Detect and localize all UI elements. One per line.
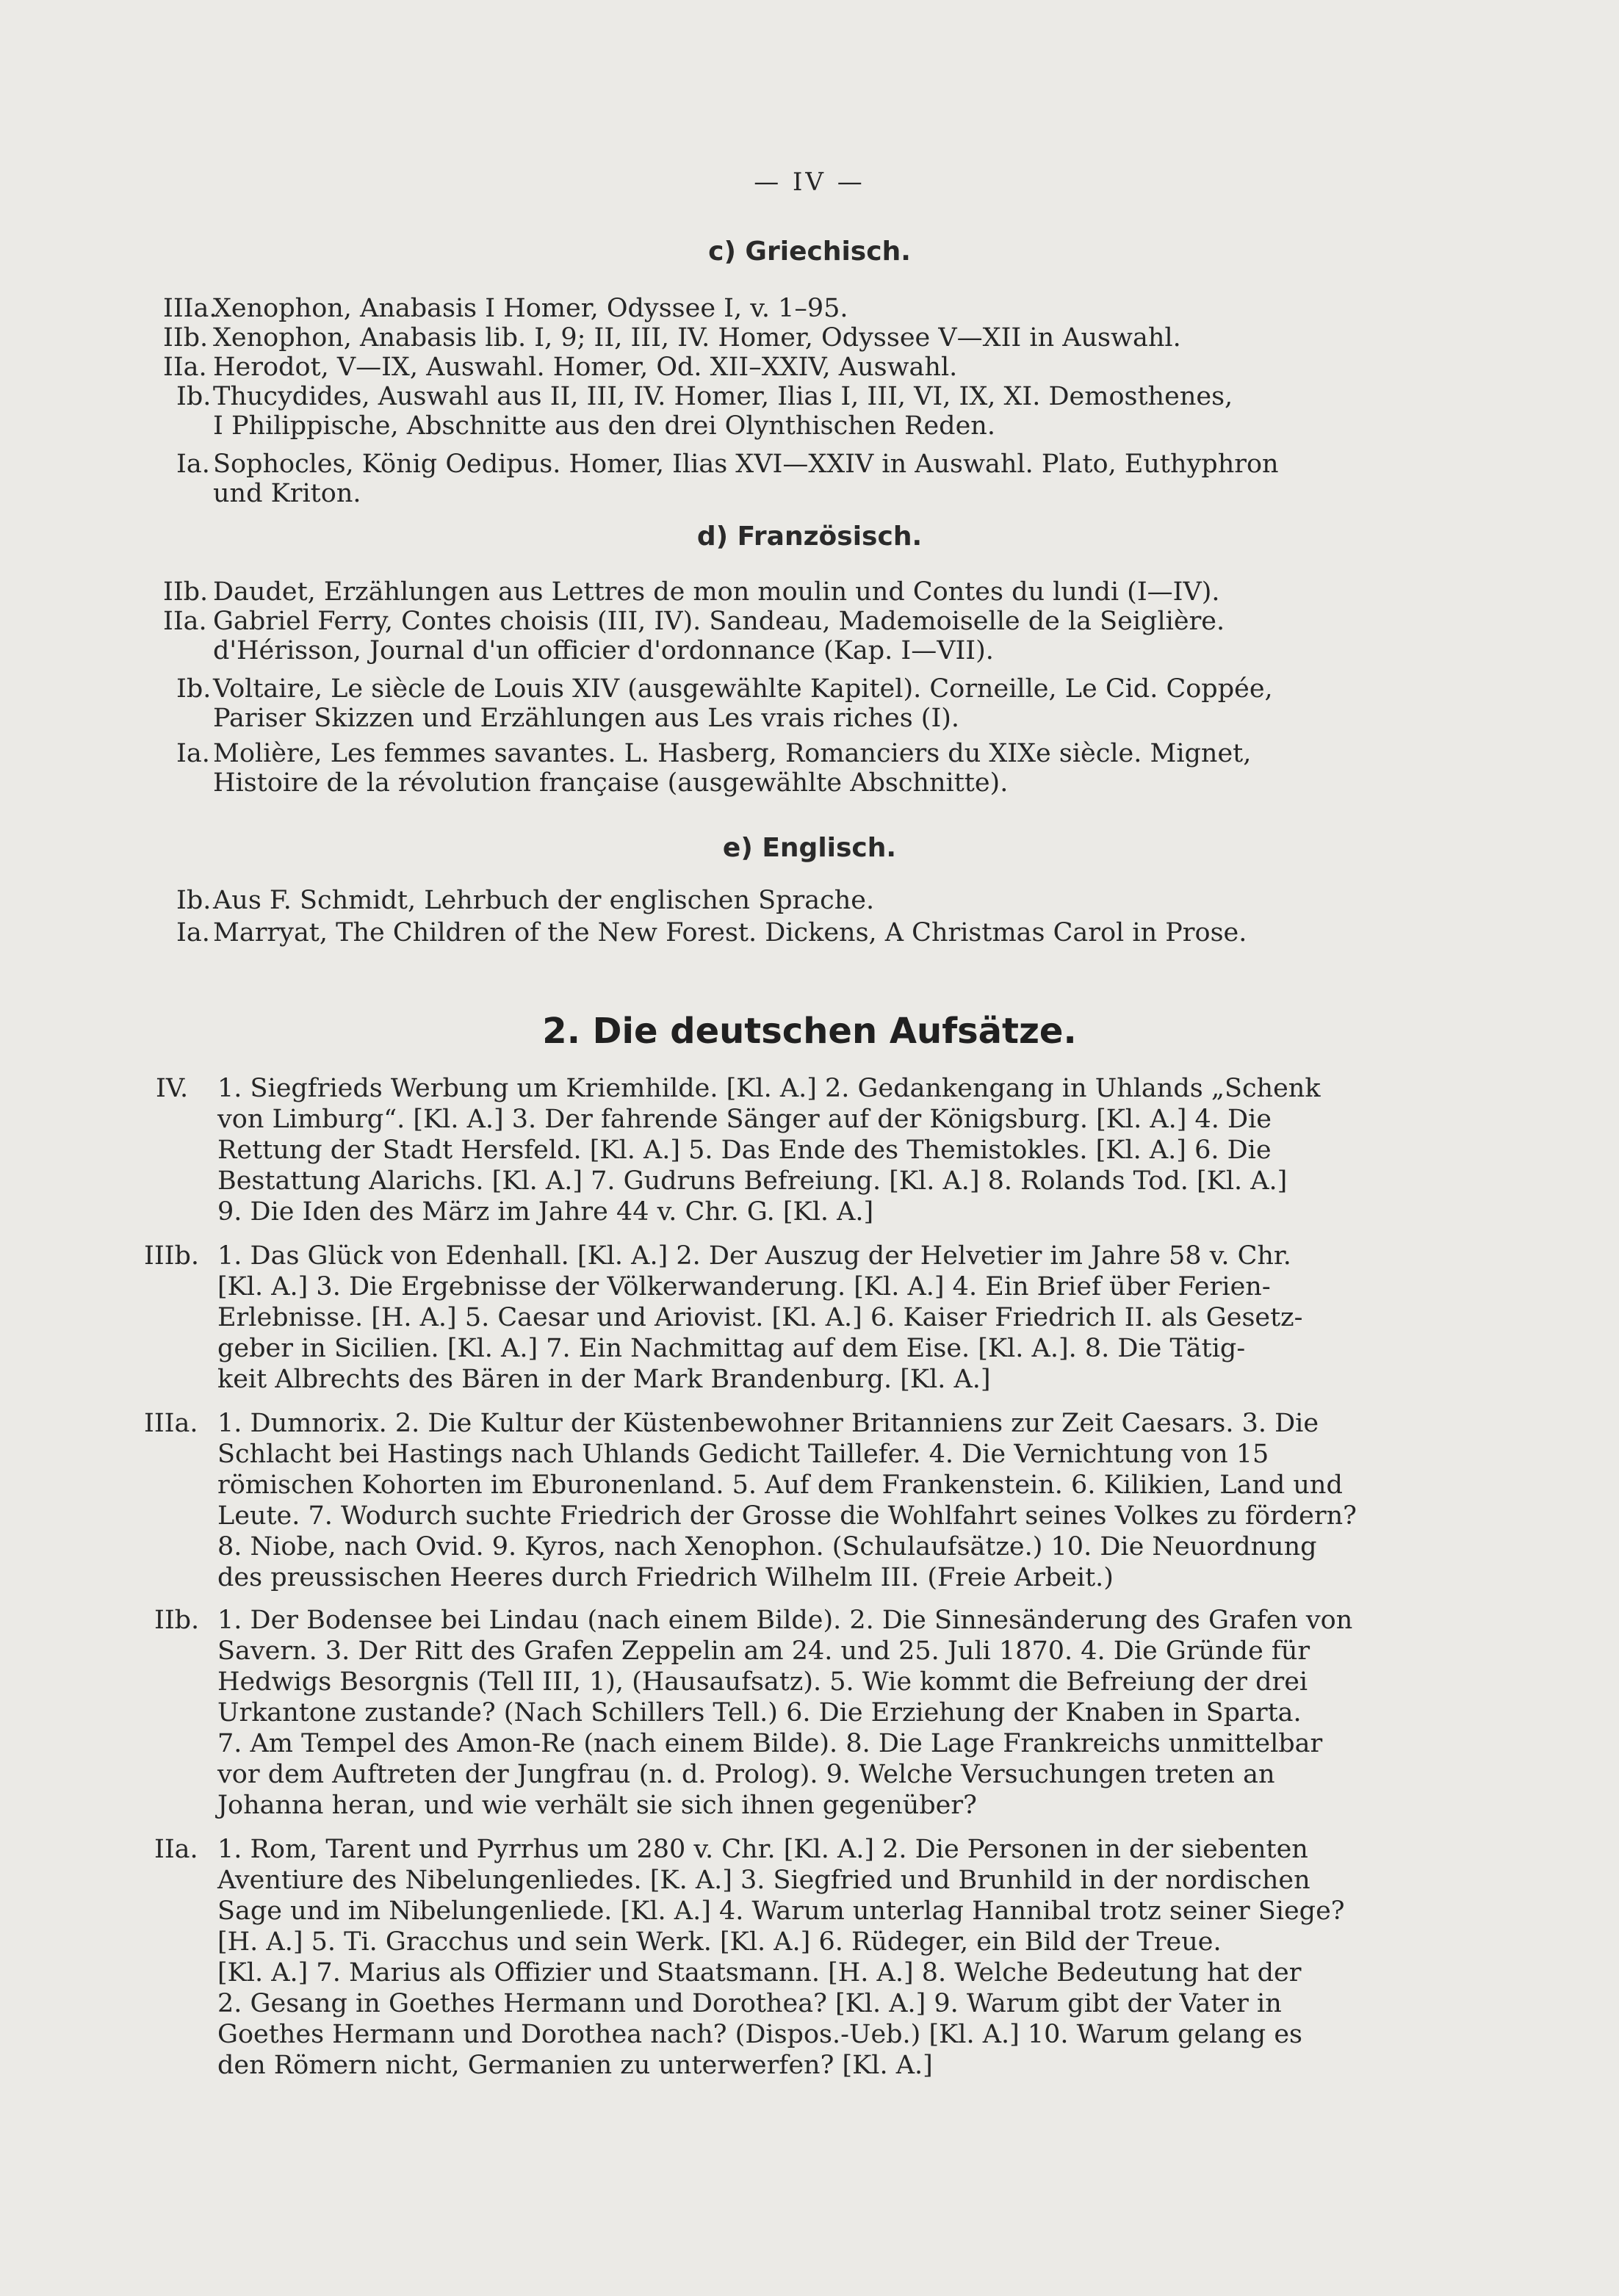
row-text: 7. Am Tempel des Amon-Re (nach einem Bilde). 8. Die Lage Frankreichs unmittelbar (217, 1729, 1323, 1758)
row-label: IIa. (163, 607, 207, 636)
row-label: Ib. (176, 382, 212, 411)
row-text: Herodot, V—IX, Auswahl. Homer, Od. XII–XXIV, Auswahl. (213, 353, 958, 382)
heading-french: d) Französisch. (696, 521, 923, 552)
row-text: Sage und im Nibelungenliede. [Kl. A.] 4. Warum unterlag Hannibal trotz seiner Siege? (217, 1896, 1345, 1926)
row-text: von Limburg“. [Kl. A.] 3. Der fahrende Sänger auf der Königsburg. [Kl. A.] 4. Die (217, 1105, 1272, 1134)
row-text: d'Hérisson, Journal d'un officier d'ordonnance (Kap. I—VII). (213, 636, 994, 665)
row-text: des preussischen Heeres durch Friedrich Wilhelm III. (Freie Arbeit.) (217, 1563, 1114, 1592)
row-text: [Kl. A.] 7. Marius als Offizier und Staatsmann. [H. A.] 8. Welche Bedeutung hat der (217, 1958, 1302, 1988)
row-text: Marryat, The Children of the New Forest. Dickens, A Christmas Carol in Prose. (213, 918, 1247, 947)
row-text: Aventiure des Nibelungenliedes. [K. A.] 3. Siegfried und Brunhild in der nordischen (217, 1866, 1310, 1895)
row-label: IIa. (163, 353, 207, 382)
row-text: keit Albrechts des Bären in der Mark Brandenburg. [Kl. A.] (217, 1365, 991, 1394)
heading-english: e) Englisch. (722, 833, 897, 863)
row-text: Johanna heran, und wie verhält sie sich ihnen gegenüber? (217, 1791, 977, 1820)
row-text: I Philippische, Abschnitte aus den drei Olynthischen Reden. (213, 411, 995, 441)
row-text: Histoire de la révolution française (ausgewählte Abschnitte). (213, 768, 1009, 798)
row-text: Hedwigs Besorgnis (Tell III, 1), (Hausaufsatz). 5. Wie kommt die Befreiung der drei (217, 1667, 1308, 1697)
row-label: Ib. (176, 674, 212, 704)
row-label: Ia. (176, 739, 210, 768)
row-text: 1. Das Glück von Edenhall. [Kl. A.] 2. Der Auszug der Helvetier im Jahre 58 v. Chr. (217, 1241, 1291, 1271)
row-text: den Römern nicht, Germanien zu unterwerfen? [Kl. A.] (217, 2051, 933, 2080)
row-text: 8. Niobe, nach Ovid. 9. Kyros, nach Xenophon. (Schulaufsätze.) 10. Die Neuordnung (217, 1532, 1317, 1562)
page-number: — IV — (754, 167, 865, 197)
row-text: 1. Der Bodensee bei Lindau (nach einem Bilde). 2. Die Sinnesänderung des Grafen von (217, 1606, 1353, 1635)
row-text: Schlacht bei Hastings nach Uhlands Gedicht Taillefer. 4. Die Vernichtung von 15 (217, 1440, 1269, 1469)
row-text: 1. Dumnorix. 2. Die Kultur der Küstenbewohner Britanniens zur Zeit Caesars. 3. Die (217, 1409, 1319, 1438)
row-label: Ia. (176, 918, 210, 947)
heading-essays: 2. Die deutschen Aufsätze. (542, 1011, 1077, 1052)
row-text: [H. A.] 5. Ti. Gracchus und sein Werk. [Kl. A.] 6. Rüdeger, ein Bild der Treue. (217, 1927, 1222, 1957)
row-text: Savern. 3. Der Ritt des Grafen Zeppelin am 24. und 25. Juli 1870. 4. Die Gründe für (217, 1636, 1310, 1666)
row-label: IIIa. (144, 1409, 198, 1438)
row-text: Gabriel Ferry, Contes choisis (III, IV). Sandeau, Mademoiselle de la Seiglière. (213, 607, 1225, 636)
heading-greek: c) Griechisch. (708, 237, 911, 267)
row-text: Xenophon, Anabasis I Homer, Odyssee I, v. 1–95. (213, 294, 848, 323)
row-text: Sophocles, König Oedipus. Homer, Ilias XVI—XXIV in Auswahl. Plato, Euthyphron (213, 450, 1279, 479)
row-text: Molière, Les femmes savantes. L. Hasberg, Romanciers du XIXe siècle. Mignet, (213, 739, 1252, 768)
row-label: IV. (156, 1074, 189, 1103)
row-text: Thucydides, Auswahl aus II, III, IV. Homer, Ilias I, III, VI, IX, XI. Demosthenes, (213, 382, 1233, 411)
row-text: 1. Siegfrieds Werbung um Kriemhilde. [Kl. A.] 2. Gedankengang in Uhlands „Schenk (217, 1074, 1321, 1103)
row-label: IIa. (154, 1835, 198, 1864)
row-text: Rettung der Stadt Hersfeld. [Kl. A.] 5. Das Ende des Themistokles. [Kl. A.] 6. Die (217, 1136, 1272, 1165)
row-text: Erlebnisse. [H. A.] 5. Caesar und Ariovist. [Kl. A.] 6. Kaiser Friedrich II. als Gesetz- (217, 1303, 1303, 1332)
row-label: Ib. (176, 886, 212, 915)
row-text: Pariser Skizzen und Erzählungen aus Les vrais riches (I). (213, 704, 960, 733)
row-text: Bestattung Alarichs. [Kl. A.] 7. Gudruns Befreiung. [Kl. A.] 8. Rolands Tod. [Kl. A.] (217, 1166, 1288, 1196)
row-text: Urkantone zustande? (Nach Schillers Tell.) 6. Die Erziehung der Knaben in Sparta. (217, 1698, 1302, 1728)
row-text: 2. Gesang in Goethes Hermann und Dorothea? [Kl. A.] 9. Warum gibt der Vater in (217, 1989, 1282, 2018)
row-text: Goethes Hermann und Dorothea nach? (Dispos.-Ueb.) [Kl. A.] 10. Warum gelang es (217, 2020, 1302, 2049)
row-text: Voltaire, Le siècle de Louis XIV (ausgewählte Kapitel). Corneille, Le Cid. Coppée, (213, 674, 1273, 704)
row-text: Aus F. Schmidt, Lehrbuch der englischen Sprache. (213, 886, 875, 915)
row-label: IIb. (154, 1606, 200, 1635)
row-text: Daudet, Erzählungen aus Lettres de mon moulin und Contes du lundi (I—IV). (213, 577, 1220, 607)
row-label: IIb. (163, 577, 209, 607)
row-text: geber in Sicilien. [Kl. A.] 7. Ein Nachmittag auf dem Eise. [Kl. A.]. 8. Die Tätig- (217, 1334, 1246, 1363)
row-text: 9. Die Iden des März im Jahre 44 v. Chr. G. [Kl. A.] (217, 1197, 874, 1227)
row-label: IIb. (163, 323, 209, 353)
row-label: IIIb. (144, 1241, 200, 1271)
row-text: Leute. 7. Wodurch suchte Friedrich der Grosse die Wohlfahrt seines Volkes zu fördern? (217, 1501, 1357, 1531)
row-label: IIIa. (163, 294, 217, 323)
row-label: Ia. (176, 450, 210, 479)
row-text: und Kriton. (213, 479, 361, 508)
row-text: 1. Rom, Tarent und Pyrrhus um 280 v. Chr. [Kl. A.] 2. Die Personen in der siebenten (217, 1835, 1308, 1864)
row-text: vor dem Auftreten der Jungfrau (n. d. Prolog). 9. Welche Versuchungen treten an (217, 1760, 1275, 1789)
row-text: römischen Kohorten im Eburonenland. 5. Auf dem Frankenstein. 6. Kilikien, Land und (217, 1470, 1343, 1500)
row-text: [Kl. A.] 3. Die Ergebnisse der Völkerwanderung. [Kl. A.] 4. Ein Brief über Ferien- (217, 1272, 1271, 1302)
row-text: Xenophon, Anabasis lib. I, 9; II, III, IV. Homer, Odyssee V—XII in Auswahl. (213, 323, 1181, 353)
